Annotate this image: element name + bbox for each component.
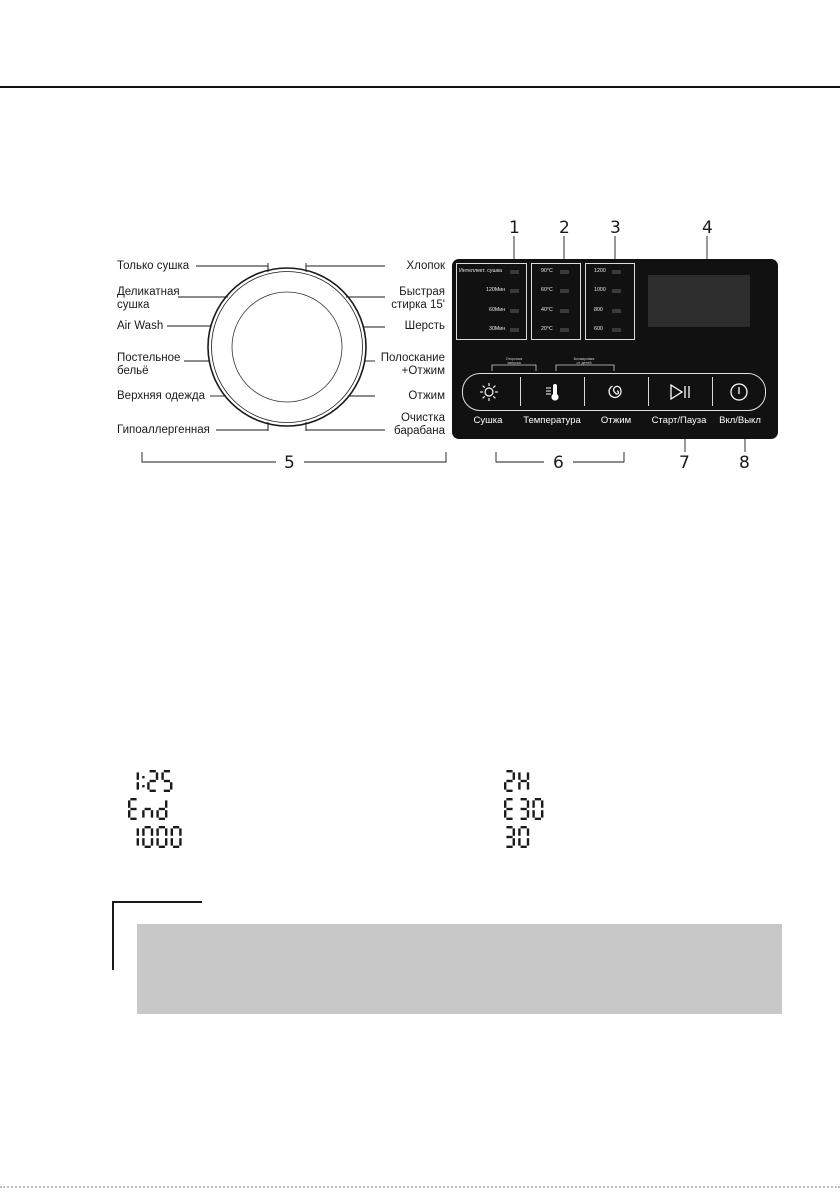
display-example-left-line-3 — [137, 826, 182, 848]
dial-label-air-wash: Air Wash — [117, 320, 164, 332]
bracket-5-left — [142, 452, 276, 462]
dial-label-outerwear: Верхняя одежда — [117, 390, 206, 402]
bracket-6-right — [573, 452, 624, 462]
delay-start-label: Отсрочка запуска — [505, 357, 523, 366]
start-pause-button-label: Старт/Пауза — [651, 415, 707, 426]
power-icon[interactable] — [724, 380, 754, 404]
led — [612, 328, 621, 332]
button-divider — [584, 377, 585, 406]
dial-label-rinse-spin: Полоскание +Отжим — [380, 352, 445, 377]
bracket-5-right — [304, 452, 446, 462]
bracket-6-left — [496, 452, 544, 462]
callout-7: 7 — [679, 453, 690, 473]
dial-label-quick-wash: Быстрая стирка 15' — [391, 286, 445, 311]
led — [510, 309, 519, 313]
button-divider — [712, 377, 713, 406]
display-example-left — [128, 770, 182, 848]
temp-90: 90°C — [541, 268, 553, 274]
dry-option-intellect: Интеллект. сушка — [459, 268, 503, 274]
sun-icon[interactable] — [474, 380, 504, 404]
led — [510, 270, 519, 274]
spin-button-label: Отжим — [600, 415, 632, 426]
temperature-box — [531, 263, 581, 340]
dial-label-only-dry: Только сушка — [117, 260, 190, 272]
temp-20: 20°C — [541, 326, 553, 332]
display-example-right — [504, 770, 543, 848]
dial-label-delicate-dry: Деликатная сушка — [117, 286, 180, 311]
dry-option-120: 120Мин — [486, 287, 506, 293]
callout-8: 8 — [739, 453, 750, 473]
dial-outer-ring-inner — [212, 272, 363, 423]
dial-label-cotton: Хлопок — [406, 260, 445, 272]
display-example-left-line-2 — [128, 798, 167, 820]
dial-knob — [232, 292, 342, 402]
dial-label-drum-clean: Очистка барабана — [394, 412, 445, 437]
temperature-button-label: Температура — [523, 415, 581, 426]
callout-5: 5 — [284, 453, 295, 473]
child-lock-label: Блокировка от детей — [573, 357, 595, 366]
left-leader-lines — [167, 266, 268, 430]
dry-option-60: 60Мин — [489, 307, 506, 313]
led — [612, 270, 621, 274]
led — [560, 309, 569, 313]
dial-label-spin: Отжим — [408, 390, 445, 402]
play-pause-icon[interactable] — [665, 380, 695, 404]
button-divider — [520, 377, 521, 406]
display-example-right-line-2 — [504, 798, 543, 820]
led — [560, 328, 569, 332]
display-example-left-line-1 — [137, 770, 173, 792]
display-example-right-line-1 — [504, 770, 529, 792]
spin-800: 800 — [594, 307, 603, 313]
temp-60: 60°C — [541, 287, 553, 293]
dial-label-bedding: Постельное бельё — [117, 352, 181, 377]
spin-600: 600 — [594, 326, 603, 332]
digital-display — [648, 275, 750, 327]
right-leader-lines — [306, 266, 385, 430]
callout-4: 4 — [702, 218, 713, 238]
led — [612, 289, 621, 293]
led — [560, 289, 569, 293]
display-example-right-line-3 — [506, 826, 529, 848]
temp-40: 40°C — [541, 307, 553, 313]
spin-box — [585, 263, 635, 340]
segment-examples — [0, 760, 840, 860]
dry-button-label: Сушка — [473, 415, 503, 426]
led — [560, 270, 569, 274]
thermometer-icon[interactable] — [538, 380, 568, 404]
spin-1000: 1000 — [594, 287, 606, 293]
dial-label-wool: Шерсть — [404, 320, 445, 332]
spin-1200: 1200 — [594, 268, 606, 274]
power-button-label: Вкл/Выкл — [719, 415, 761, 426]
led — [612, 309, 621, 313]
led — [510, 289, 519, 293]
page-bottom-rule — [0, 1186, 840, 1188]
button-divider — [648, 377, 649, 406]
callout-6: 6 — [553, 453, 564, 473]
callout-2: 2 — [559, 218, 570, 238]
note-box — [137, 924, 782, 1014]
dry-option-30: 30Мин — [489, 326, 506, 332]
callout-3: 3 — [610, 218, 621, 238]
callout-1: 1 — [509, 218, 520, 238]
led — [510, 328, 519, 332]
spiral-icon[interactable] — [602, 380, 632, 404]
dial-label-hypoallergenic: Гипоаллергенная — [117, 424, 210, 436]
